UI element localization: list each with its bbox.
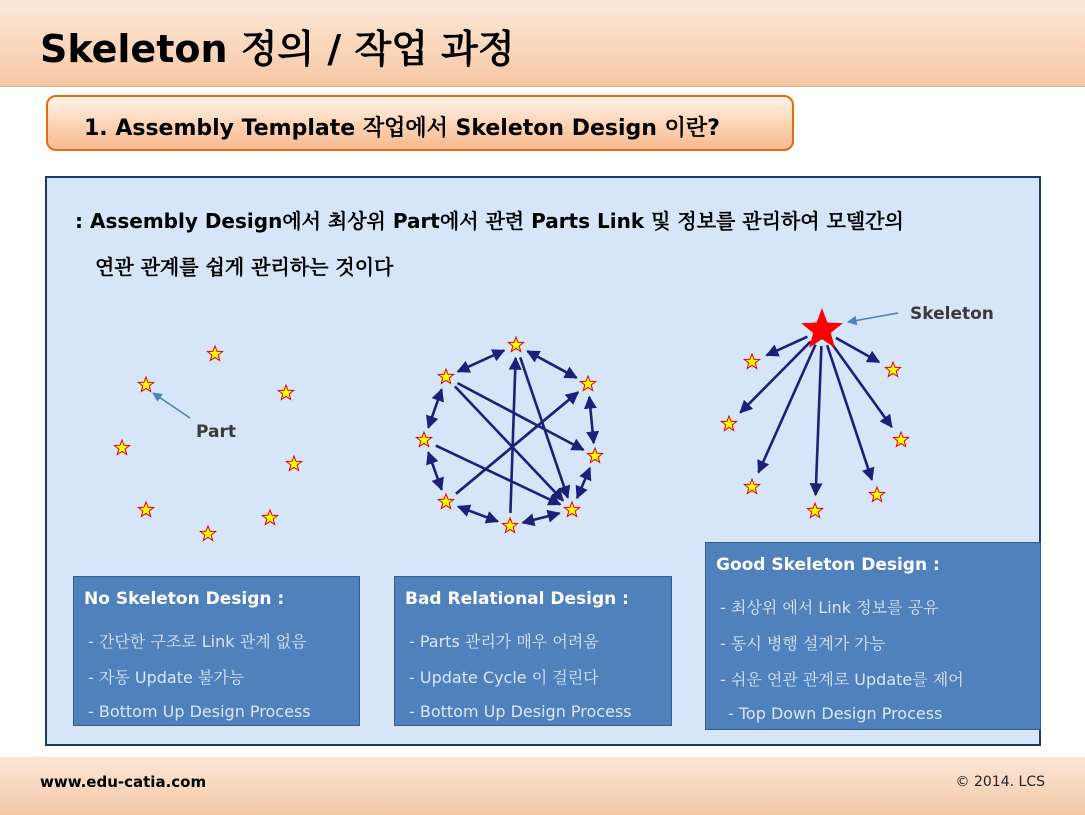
skeleton-star [801,308,843,348]
skeleton-label: Skeleton [910,304,994,324]
website-link[interactable]: www.edu-catia.com [40,773,207,791]
part-star [114,440,129,455]
part-star [893,432,908,447]
description-line-1: : Assembly Design에서 최상위 Part에서 관련 Parts Link 및 정보를 관리하여 모델간의 [75,209,904,233]
part-star [885,362,900,377]
box-item: - Bottom Up Design Process [88,702,311,721]
relation-arrows [428,337,891,523]
no-skeleton-box [73,576,360,726]
part-star [138,377,153,392]
footer [0,757,1085,815]
page-title: Skeleton 정의 / 작업 과정 [40,27,515,71]
box-item: - Update Cycle 이 걸린다 [409,668,599,687]
bad-relational-box [394,576,672,726]
part-star [580,376,595,391]
relation-arrow [816,346,822,495]
part-star [207,346,222,361]
box-title: No Skeleton Design : [84,589,285,609]
relation-arrow [458,507,498,522]
description-line-2: 연관 관계를 쉽게 관리하는 것이다 [95,255,394,279]
box-title: Good Skeleton Design : [716,555,940,575]
part-star [502,518,517,533]
good-skeleton-box [705,542,1041,730]
box-item: - 동시 병행 설계가 가능 [720,634,886,653]
part-star [278,385,293,400]
section-heading: 1. Assembly Template 작업에서 Skeleton Design 이란? [84,116,720,141]
part-pointer-arrow [153,393,190,418]
box-item: - 최상위 에서 Link 정보를 공유 [720,598,939,617]
part-star [744,354,759,369]
part-star [508,337,523,352]
relation-arrow [577,468,590,498]
box-item: - 자동 Update 불가능 [88,668,245,687]
box-item: - Bottom Up Design Process [409,702,632,721]
skeleton-pointer-arrow [848,313,898,322]
relation-arrow [827,345,872,480]
relation-arrow [510,358,515,513]
part-label: Part [196,422,236,442]
part-star [416,432,431,447]
part-star [438,369,453,384]
relation-arrow [428,389,441,427]
relation-arrow [523,513,560,523]
part-star [138,502,153,517]
box-item: - 간단한 구조로 Link 관계 없음 [88,632,307,651]
relation-arrow [589,397,593,443]
relation-arrow [520,357,568,497]
box-title: Bad Relational Design : [405,589,629,609]
relation-arrow [455,386,563,500]
box-item: - Parts 관리가 매우 어려움 [409,632,599,651]
relation-arrow [428,452,441,489]
relation-arrow [436,446,560,505]
part-star [262,510,277,525]
relation-arrow [527,351,576,378]
part-star [564,502,579,517]
part-star [587,448,602,463]
copyright: © 2014. LCS [955,774,1045,790]
part-star [744,479,759,494]
part-star [721,416,736,431]
part-star [286,456,301,471]
part-star [807,503,822,518]
part-star [200,526,215,541]
box-item: - Top Down Design Process [728,704,943,723]
part-star [869,487,884,502]
relation-arrow [458,350,504,371]
part-star [438,494,453,509]
box-item: - 쉬운 연관 관계로 Update를 제어 [720,670,964,689]
